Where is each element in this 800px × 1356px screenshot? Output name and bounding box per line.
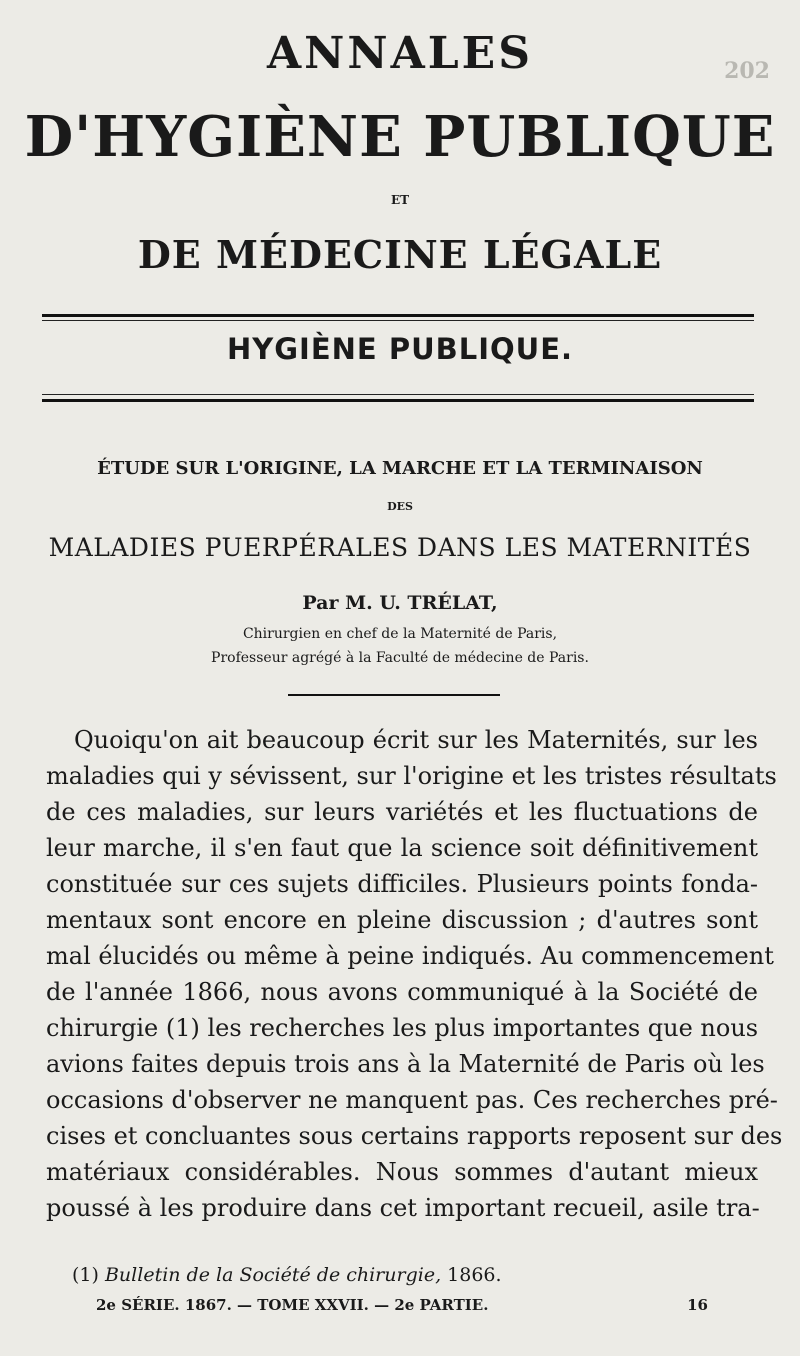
body-line: occasions d'observer ne manquent pas. Ces recherches pré- bbox=[46, 1086, 778, 1114]
body-line: mentaux sont encore en pleine discussion ; d'autres sont bbox=[46, 906, 758, 934]
article-body bbox=[46, 722, 783, 1226]
footnote-year: 1866. bbox=[447, 1264, 502, 1286]
body-line: poussé à les produire dans cet important recueil, asile tra- bbox=[46, 1194, 760, 1222]
body-line: Quoiqu'on ait beaucoup écrit sur les Maternités, sur les bbox=[74, 726, 758, 754]
footnote-citation: Bulletin de la Société de chirurgie, bbox=[104, 1264, 442, 1286]
article-title-line2: MALADIES PUERPÉRALES DANS LES MATERNITÉS bbox=[48, 533, 752, 562]
page-footer bbox=[96, 1296, 708, 1314]
footnote-marker: (1) bbox=[72, 1264, 99, 1286]
title-separator-rule bbox=[288, 694, 500, 696]
body-line: de l'année 1866, nous avons communiqué à la Société de bbox=[46, 978, 758, 1006]
body-line: cises et concluantes sous certains rapports reposent sur des bbox=[46, 1122, 783, 1150]
article-author: Par M. U. TRÉLAT, bbox=[302, 592, 498, 614]
body-line: maladies qui y sévissent, sur l'origine et les tristes résultats bbox=[46, 762, 777, 790]
body-line: chirurgie (1) les recherches les plus importantes que nous bbox=[46, 1014, 759, 1042]
footer-sheet-number: 16 bbox=[687, 1296, 708, 1314]
body-line: de ces maladies, sur leurs variétés et les fluctuations de bbox=[46, 798, 758, 826]
journal-title-hygiene: D'HYGIÈNE PUBLIQUE bbox=[24, 104, 776, 170]
footer-series: 2e SÉRIE. 1867. — TOME XXVII. — 2e PARTIE. bbox=[96, 1296, 489, 1314]
header-rule-top bbox=[42, 314, 754, 317]
header-rule-top-thin bbox=[42, 320, 754, 321]
body-line: leur marche, il s'en faut que la science soit définitivement bbox=[46, 834, 758, 862]
journal-title-et: ET bbox=[390, 193, 410, 207]
body-line: mal élucidés ou même à peine indiqués. Au commencement bbox=[46, 942, 774, 970]
journal-title-annales: ANNALES bbox=[267, 28, 533, 79]
bleed-through-page-number: 202 bbox=[724, 58, 770, 84]
author-affiliation-2: Professeur agrégé à la Faculté de médecine de Paris. bbox=[211, 650, 589, 666]
body-line: constituée sur ces sujets difficiles. Plusieurs points fonda- bbox=[46, 870, 758, 898]
body-line: matériaux considérables. Nous sommes d'autant mieux bbox=[46, 1158, 758, 1186]
footnote bbox=[72, 1264, 502, 1286]
section-title: HYGIÈNE PUBLIQUE. bbox=[226, 332, 574, 366]
section-rule-thick bbox=[42, 399, 754, 402]
author-affiliation-1: Chirurgien en chef de la Maternité de Paris, bbox=[242, 626, 558, 642]
body-line: avions faites depuis trois ans à la Maternité de Paris où les bbox=[46, 1050, 765, 1078]
article-title-des: DES bbox=[387, 500, 413, 513]
article-title-line1: ÉTUDE SUR L'ORIGINE, LA MARCHE ET LA TERMINAISON bbox=[97, 458, 703, 479]
journal-title-medecine: DE MÉDECINE LÉGALE bbox=[137, 232, 663, 277]
section-rule-thin bbox=[42, 394, 754, 395]
